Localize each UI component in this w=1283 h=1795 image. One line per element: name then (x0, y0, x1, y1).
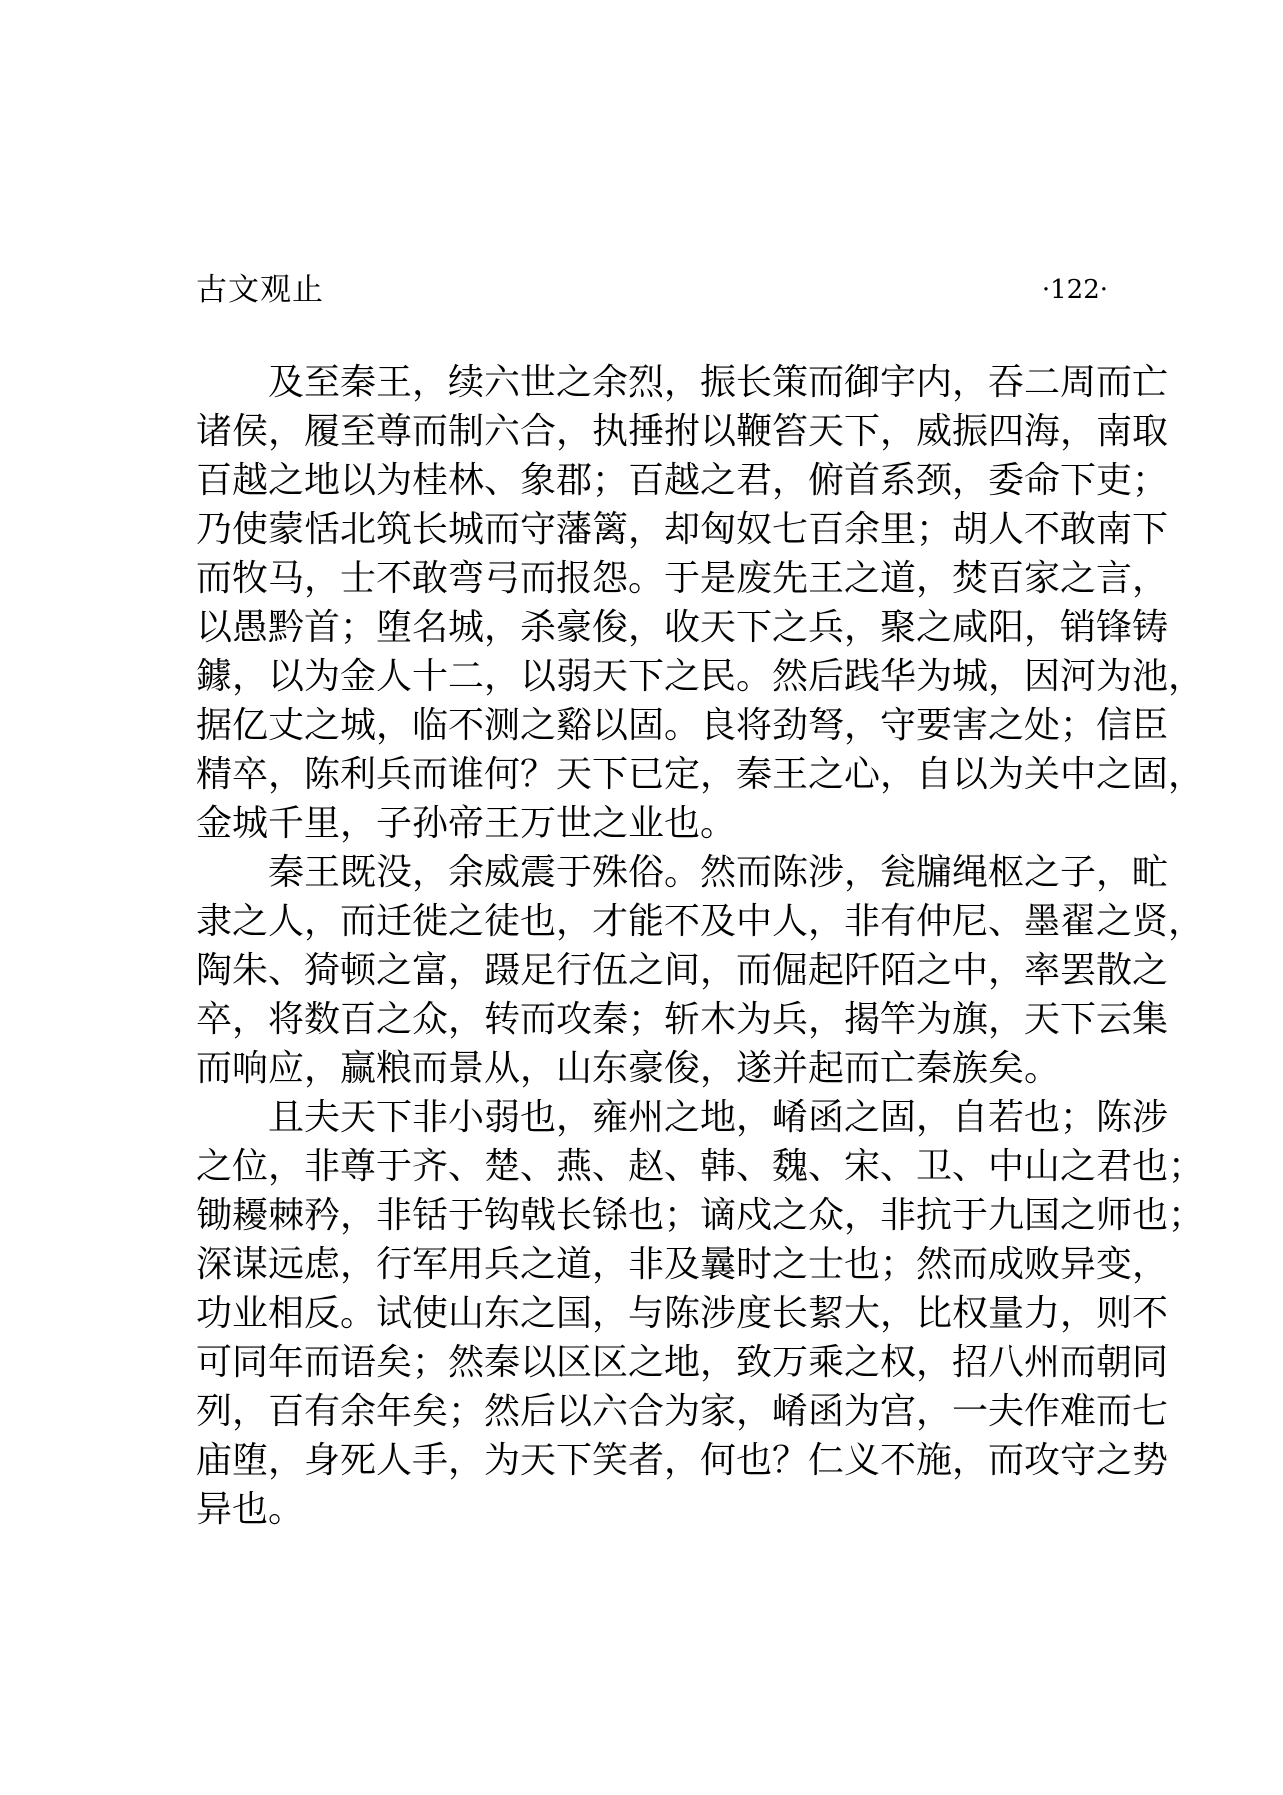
text-line: 卒，将数百之众，转而攻秦；斩木为兵，揭竿为旗，天下云集 (196, 999, 1169, 1040)
book-title: 古文观止 (196, 272, 324, 308)
text-line: 隶之人，而迁徙之徒也，才能不及中人，非有仲尼、墨翟之贤， (196, 901, 1205, 942)
paragraph (196, 358, 1205, 848)
text-line: 乃使蒙恬北筑长城而守藩篱，却匈奴七百余里；胡人不敢南下 (196, 509, 1169, 550)
text-line: 陶朱、猗顿之富，蹑足行伍之间，而倔起阡陌之中，率罢散之 (196, 950, 1169, 991)
text-line: 鐻，以为金人十二，以弱天下之民。然后践华为城，因河为池， (196, 656, 1205, 697)
text-line: 精卒，陈利兵而谁何？天下已定，秦王之心，自以为关中之固， (196, 754, 1205, 795)
text-line: 而响应，赢粮而景从，山东豪俊，遂并起而亡秦族矣。 (196, 1048, 1061, 1089)
text-line: 而牧马，士不敢弯弓而报怨。于是废先王之道，焚百家之言， (196, 558, 1169, 599)
text-line: 功业相反。试使山东之国，与陈涉度长絜大，比权量力，则不 (196, 1293, 1169, 1334)
text-line: 庙堕，身死人手，为天下笑者，何也？仁义不施，而攻守之势 (196, 1440, 1169, 1481)
paragraph (196, 848, 1205, 1093)
text-line: 且夫天下非小弱也，雍州之地，崤函之固，自若也；陈涉 (268, 1097, 1169, 1138)
page-number: ·122· (1041, 275, 1108, 305)
text-line: 深谋远虑，行军用兵之道，非及曩时之士也；然而成败异变， (196, 1244, 1169, 1285)
text-line: 异也。 (196, 1489, 305, 1530)
text-line: 可同年而语矣；然秦以区区之地，致万乘之权，招八州而朝同 (196, 1342, 1169, 1383)
text-line: 秦王既没，余威震于殊俗。然而陈涉，瓮牖绳枢之子，甿 (268, 852, 1169, 893)
text-line: 据亿丈之城，临不测之谿以固。良将劲弩，守要害之处；信臣 (196, 705, 1169, 746)
page-header (196, 270, 1108, 310)
text-line: 及至秦王，续六世之余烈，振长策而御宇内，吞二周而亡 (268, 362, 1169, 403)
text-line: 之位，非尊于齐、楚、燕、赵、韩、魏、宋、卫、中山之君也； (196, 1146, 1205, 1187)
text-line: 百越之地以为桂林、象郡；百越之君，俯首系颈，委命下吏； (196, 460, 1169, 501)
body-text (196, 358, 1205, 1534)
text-line: 列，百有余年矣；然后以六合为家，崤函为宫，一夫作难而七 (196, 1391, 1169, 1432)
text-line: 以愚黔首；堕名城，杀豪俊，收天下之兵，聚之咸阳，销锋铸 (196, 607, 1169, 648)
paragraph (196, 1093, 1205, 1534)
text-line: 诸侯，履至尊而制六合，执捶拊以鞭笞天下，威振四海，南取 (196, 411, 1169, 452)
text-line: 金城千里，子孙帝王万世之业也。 (196, 803, 737, 844)
text-line: 锄耰棘矜，非铦于钩戟长铩也；谪戍之众，非抗于九国之师也； (196, 1195, 1205, 1236)
